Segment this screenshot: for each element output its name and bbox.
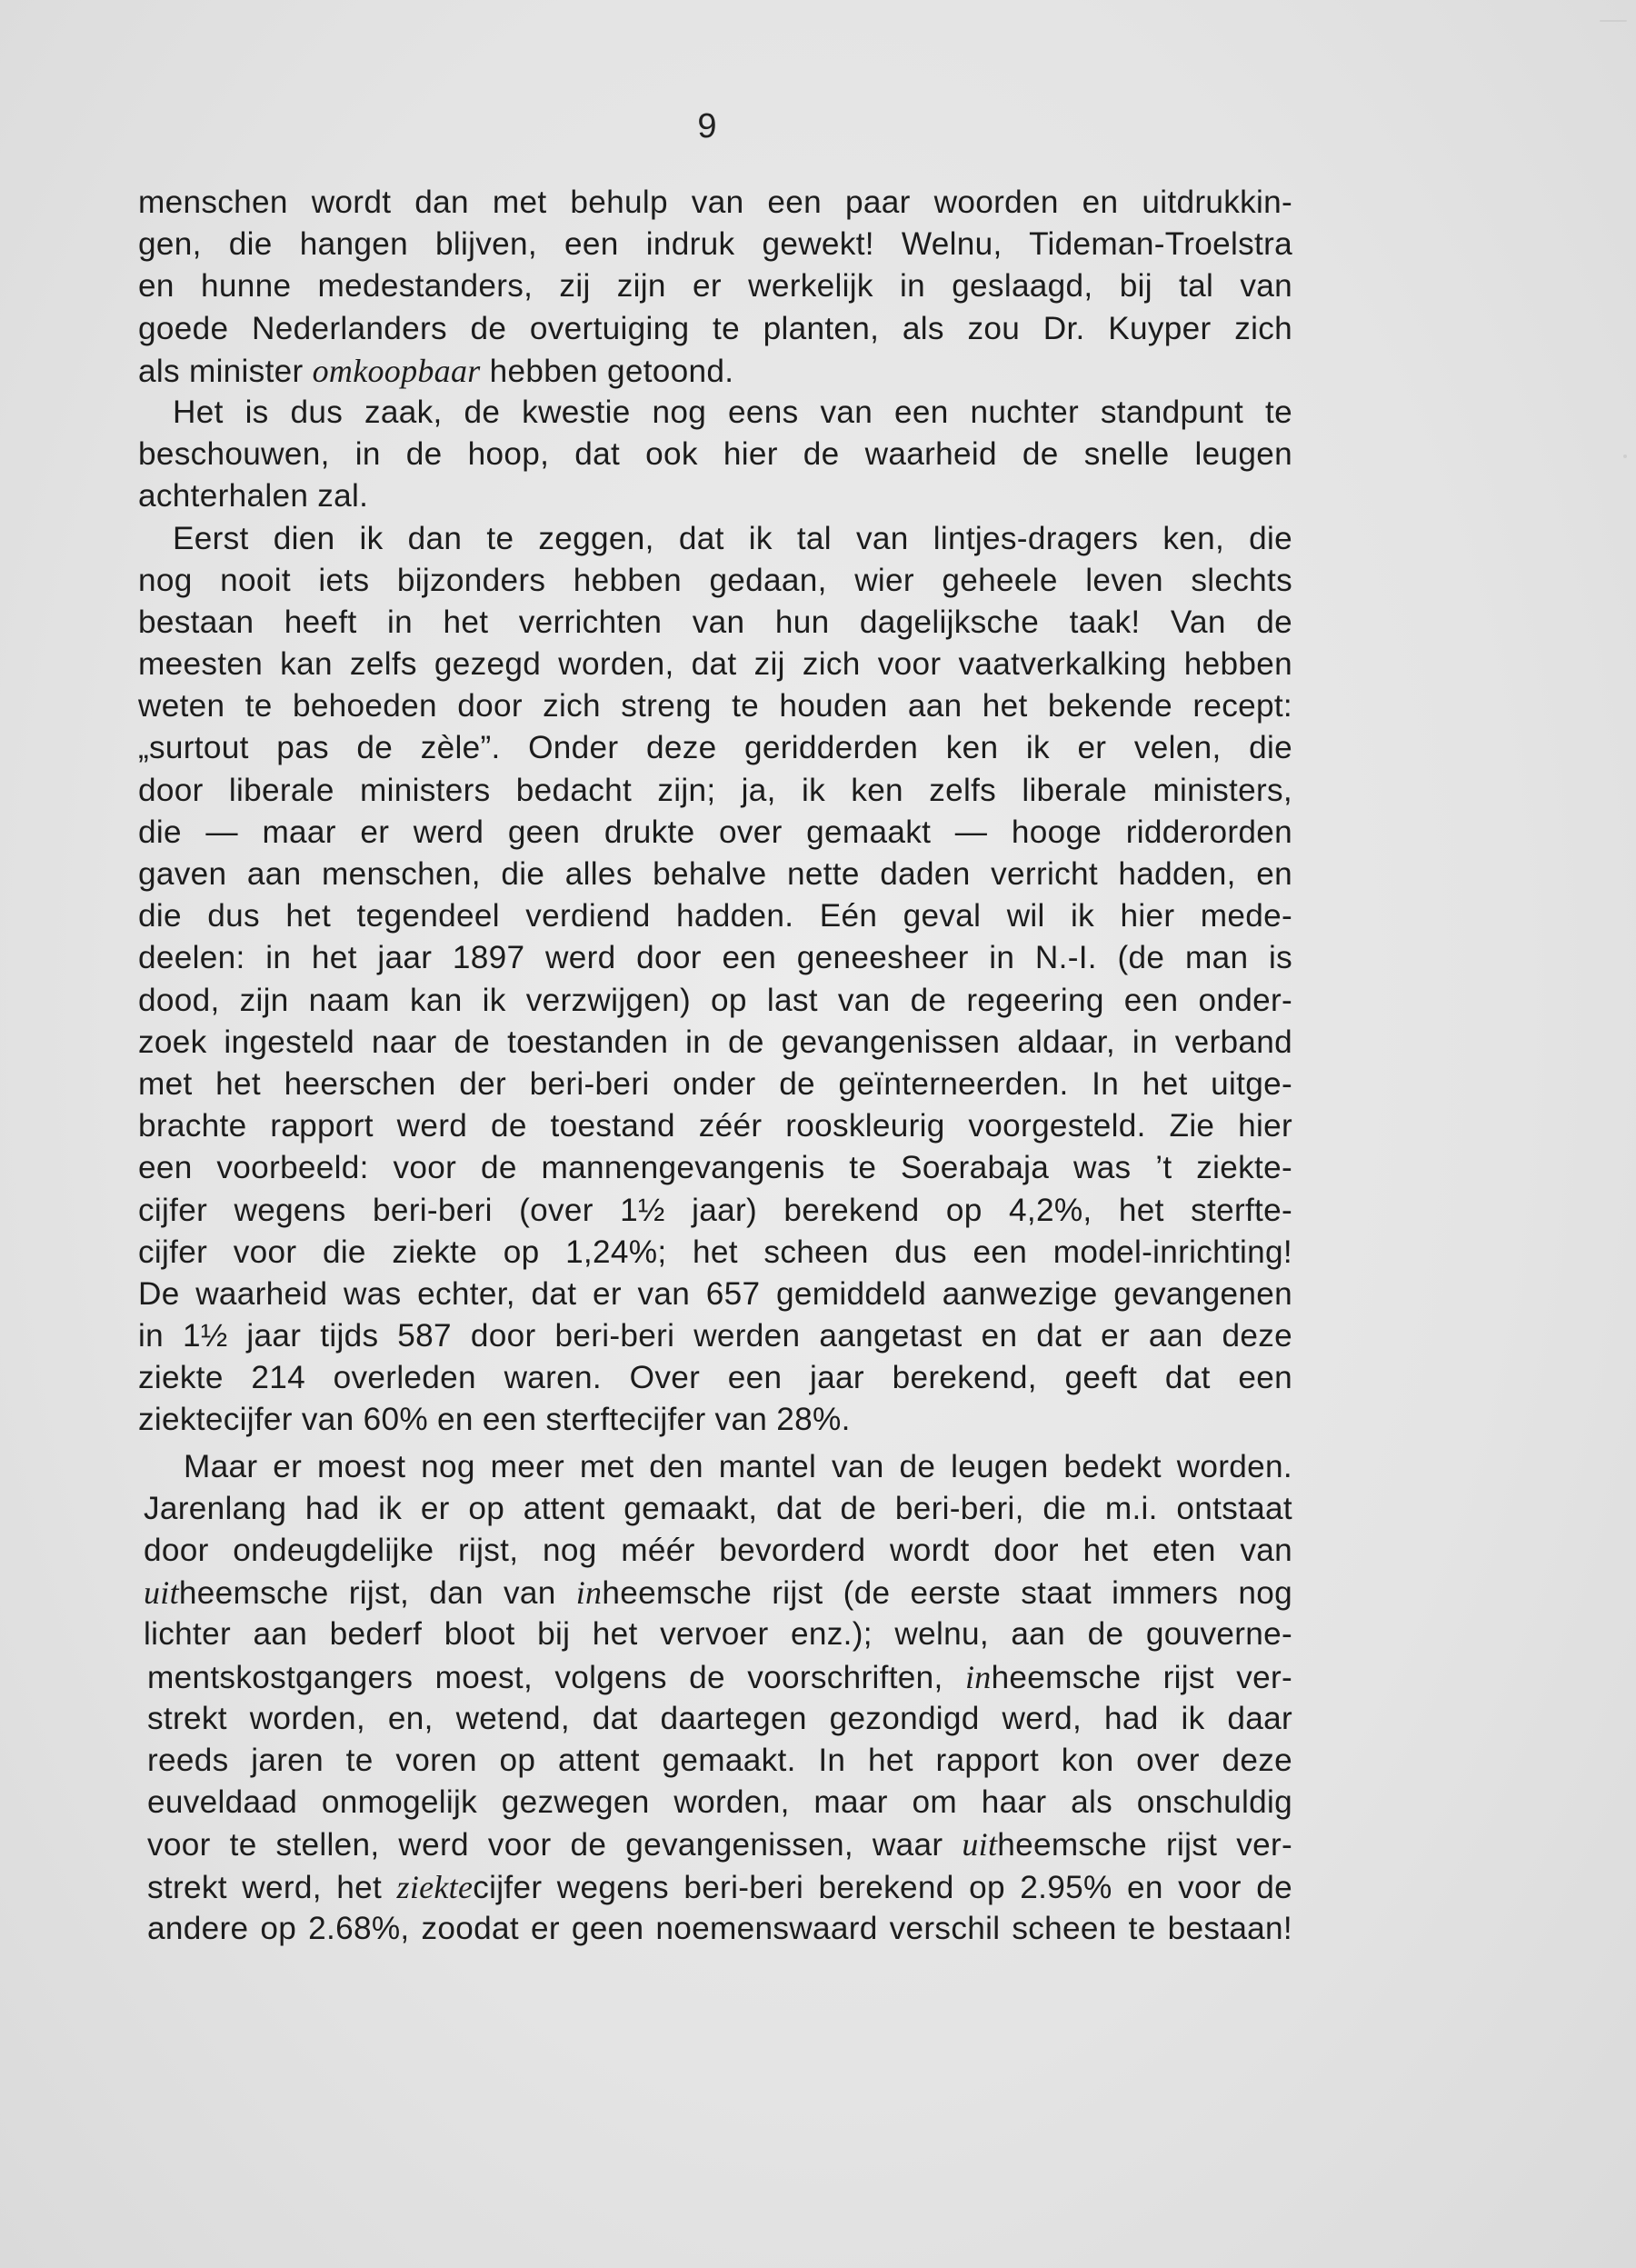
text-line: Maar er moest nog meer met den mantel van de leugen bedekt worden.: [184, 1448, 1292, 1484]
text-line: zoek ingesteld naar de toestanden in de gevangenissen aldaar, in verband: [138, 1024, 1292, 1060]
text-line: gaven aan menschen, die alles behalve nette daden verricht hadden, en: [138, 856, 1292, 892]
text-line: menschen wordt dan met behulp van een paar woorden en uitdrukkin-: [138, 185, 1292, 220]
text-line: meesten kan zelfs gezegd worden, dat zij zich voor vaatverkalking hebben: [138, 646, 1292, 683]
text-line: weten te behoeden door zich streng te houden aan het bekende recept:: [138, 688, 1292, 724]
text-line: bestaan heeft in het verrichten van hun dagelijksche taak! Van de: [138, 604, 1292, 640]
text-line: cijfer voor die ziekte op 1,24%; het scheen dus een model-inrichting!: [138, 1234, 1292, 1270]
text-line: beschouwen, in de hoop, dat ook hier de waarheid de snelle leugen: [138, 436, 1292, 473]
text-line: nog nooit iets bijzonders hebben gedaan, wier geheele leven slechts: [138, 562, 1292, 598]
text-line: euveldaad onmogelijk gezwegen worden, maar om haar als onschuldig: [147, 1784, 1292, 1821]
text-line: reeds jaren te voren op attent gemaakt. In het rapport kon over deze: [147, 1742, 1292, 1778]
text-line: Het is dus zaak, de kwestie nog eens van een nuchter standpunt te: [173, 394, 1292, 430]
italic-word: uit: [144, 1574, 179, 1612]
text-line: dood, zijn naam kan ik verzwijgen) op last van de regeering een onder-: [138, 982, 1292, 1018]
italic-word: in: [575, 1574, 603, 1612]
text-line: andere op 2.68%, zoodat er geen noemenswaard verschil scheen te bestaan!: [147, 1910, 1292, 1946]
text-line: door liberale ministers bedacht zijn; ja, ik ken zelfs liberale ministers,: [138, 772, 1292, 808]
text-line: cijfer wegens beri-beri (over 1½ jaar) berekend op 4,2%, het sterfte-: [138, 1192, 1292, 1228]
scan-speck: [1600, 20, 1627, 22]
text-line: deelen: in het jaar 1897 werd door een geneesheer in N.-I. (de man is: [138, 940, 1292, 976]
text-line: die — maar er werd geen drukte over gemaakt — hooge ridderorden: [138, 814, 1292, 850]
text-line: als minister omkoopbaar hebben getoond.: [138, 352, 734, 389]
scan-speck: [1623, 455, 1627, 458]
text-line: een voorbeeld: voor de mannengevangenis te Soerabaja was ’t ziekte-: [138, 1150, 1292, 1186]
text-line: ziektecijfer van 60% en een sterftecijfer van 28%.: [138, 1402, 851, 1438]
text-line: met het heerschen der beri-beri onder de geïnterneerden. In het uitge-: [138, 1065, 1292, 1102]
italic-word: uit: [962, 1826, 998, 1863]
italic-word: omkoopbaar: [312, 352, 481, 389]
text-line: door ondeugdelijke rijst, nog méér bevorderd wordt door het eten van: [144, 1533, 1292, 1568]
text-line: gen, die hangen blijven, een indruk gewekt! Welnu, Tideman-Troelstra: [138, 226, 1292, 263]
text-line: uitheemsche rijst, dan van inheemsche rijst (de eerste staat immers nog: [144, 1574, 1293, 1612]
text-line: ziekte 214 overleden waren. Over een jaar berekend, geeft dat een: [138, 1360, 1292, 1396]
text-line: voor te stellen, werd voor de gevangenissen, waar uitheemsche rijst ver-: [147, 1826, 1293, 1863]
text-line: lichter aan bederf bloot bij het vervoer enz.); welnu, aan de gouverne-: [144, 1616, 1292, 1653]
text-line: „surtout pas de zèle”. Onder deze geridderden ken ik er velen, die: [138, 730, 1292, 766]
page-number: 9: [697, 107, 717, 145]
text-line: Eerst dien ik dan te zeggen, dat ik tal van lintjes-dragers ken, die: [173, 520, 1292, 556]
text-line: brachte rapport werd de toestand zéér rooskleurig voorgesteld. Zie hier: [138, 1108, 1292, 1144]
text-line: Jarenlang had ik er op attent gemaakt, dat de beri-beri, die m.i. ontstaat: [144, 1490, 1292, 1526]
text-line: De waarheid was echter, dat er van 657 gemiddeld aanwezige gevangenen: [138, 1275, 1292, 1312]
text-line: die dus het tegendeel verdiend hadden. Eén geval wil ik hier mede-: [138, 898, 1292, 934]
text-line: strekt worden, en, wetend, dat daartegen gezondigd werd, had ik daar: [147, 1700, 1292, 1736]
text-line: achterhalen zal.: [138, 478, 369, 515]
text-line: in 1½ jaar tijds 587 door beri-beri werden aangetast en dat er aan deze: [138, 1318, 1292, 1354]
italic-word: ziekte: [396, 1868, 474, 1905]
text-line: strekt werd, het ziektecijfer wegens beri-beri berekend op 2.95% en voor de: [147, 1868, 1292, 1905]
text-line: mentskostgangers moest, volgens de voorschriften, inheemsche rijst ver-: [147, 1658, 1293, 1695]
italic-word: in: [964, 1658, 992, 1695]
text-line: goede Nederlanders de overtuiging te planten, als zou Dr. Kuyper zich: [138, 310, 1292, 346]
body-text: [138, 182, 1292, 1950]
text-line: en hunne medestanders, zij zijn er werkelijk in geslaagd, bij tal van: [138, 268, 1292, 305]
